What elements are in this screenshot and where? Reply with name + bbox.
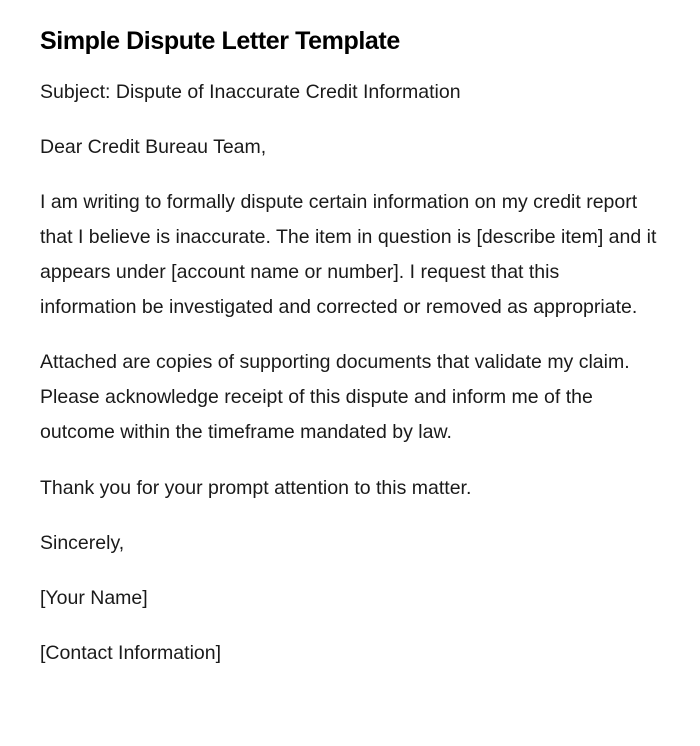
- closing-line: Sincerely,: [40, 532, 125, 554]
- greeting: Dear Credit Bureau Team,: [40, 136, 267, 158]
- thanks-line: Thank you for your prompt attention to this matter.: [40, 477, 472, 499]
- name-placeholder: [Your Name]: [40, 587, 148, 609]
- letter-document: [40, 24, 660, 671]
- document-title: Simple Dispute Letter Template: [40, 27, 400, 55]
- body-paragraph-2: Attached are copies of supporting documents that validate my claim. Please acknowledge receipt of this dispute and inform me of the outcome within the timeframe mandated by law.: [40, 351, 630, 443]
- body-paragraph-1: I am writing to formally dispute certain information on my credit report that I believe is inaccurate. The item in question is [describe item] and it appears under [account name or number]. I request that this information be investigated and corrected or removed as appropriate.: [40, 191, 657, 318]
- contact-placeholder: [Contact Information]: [40, 642, 222, 664]
- subject-line: Subject: Dispute of Inaccurate Credit Information: [40, 81, 461, 103]
